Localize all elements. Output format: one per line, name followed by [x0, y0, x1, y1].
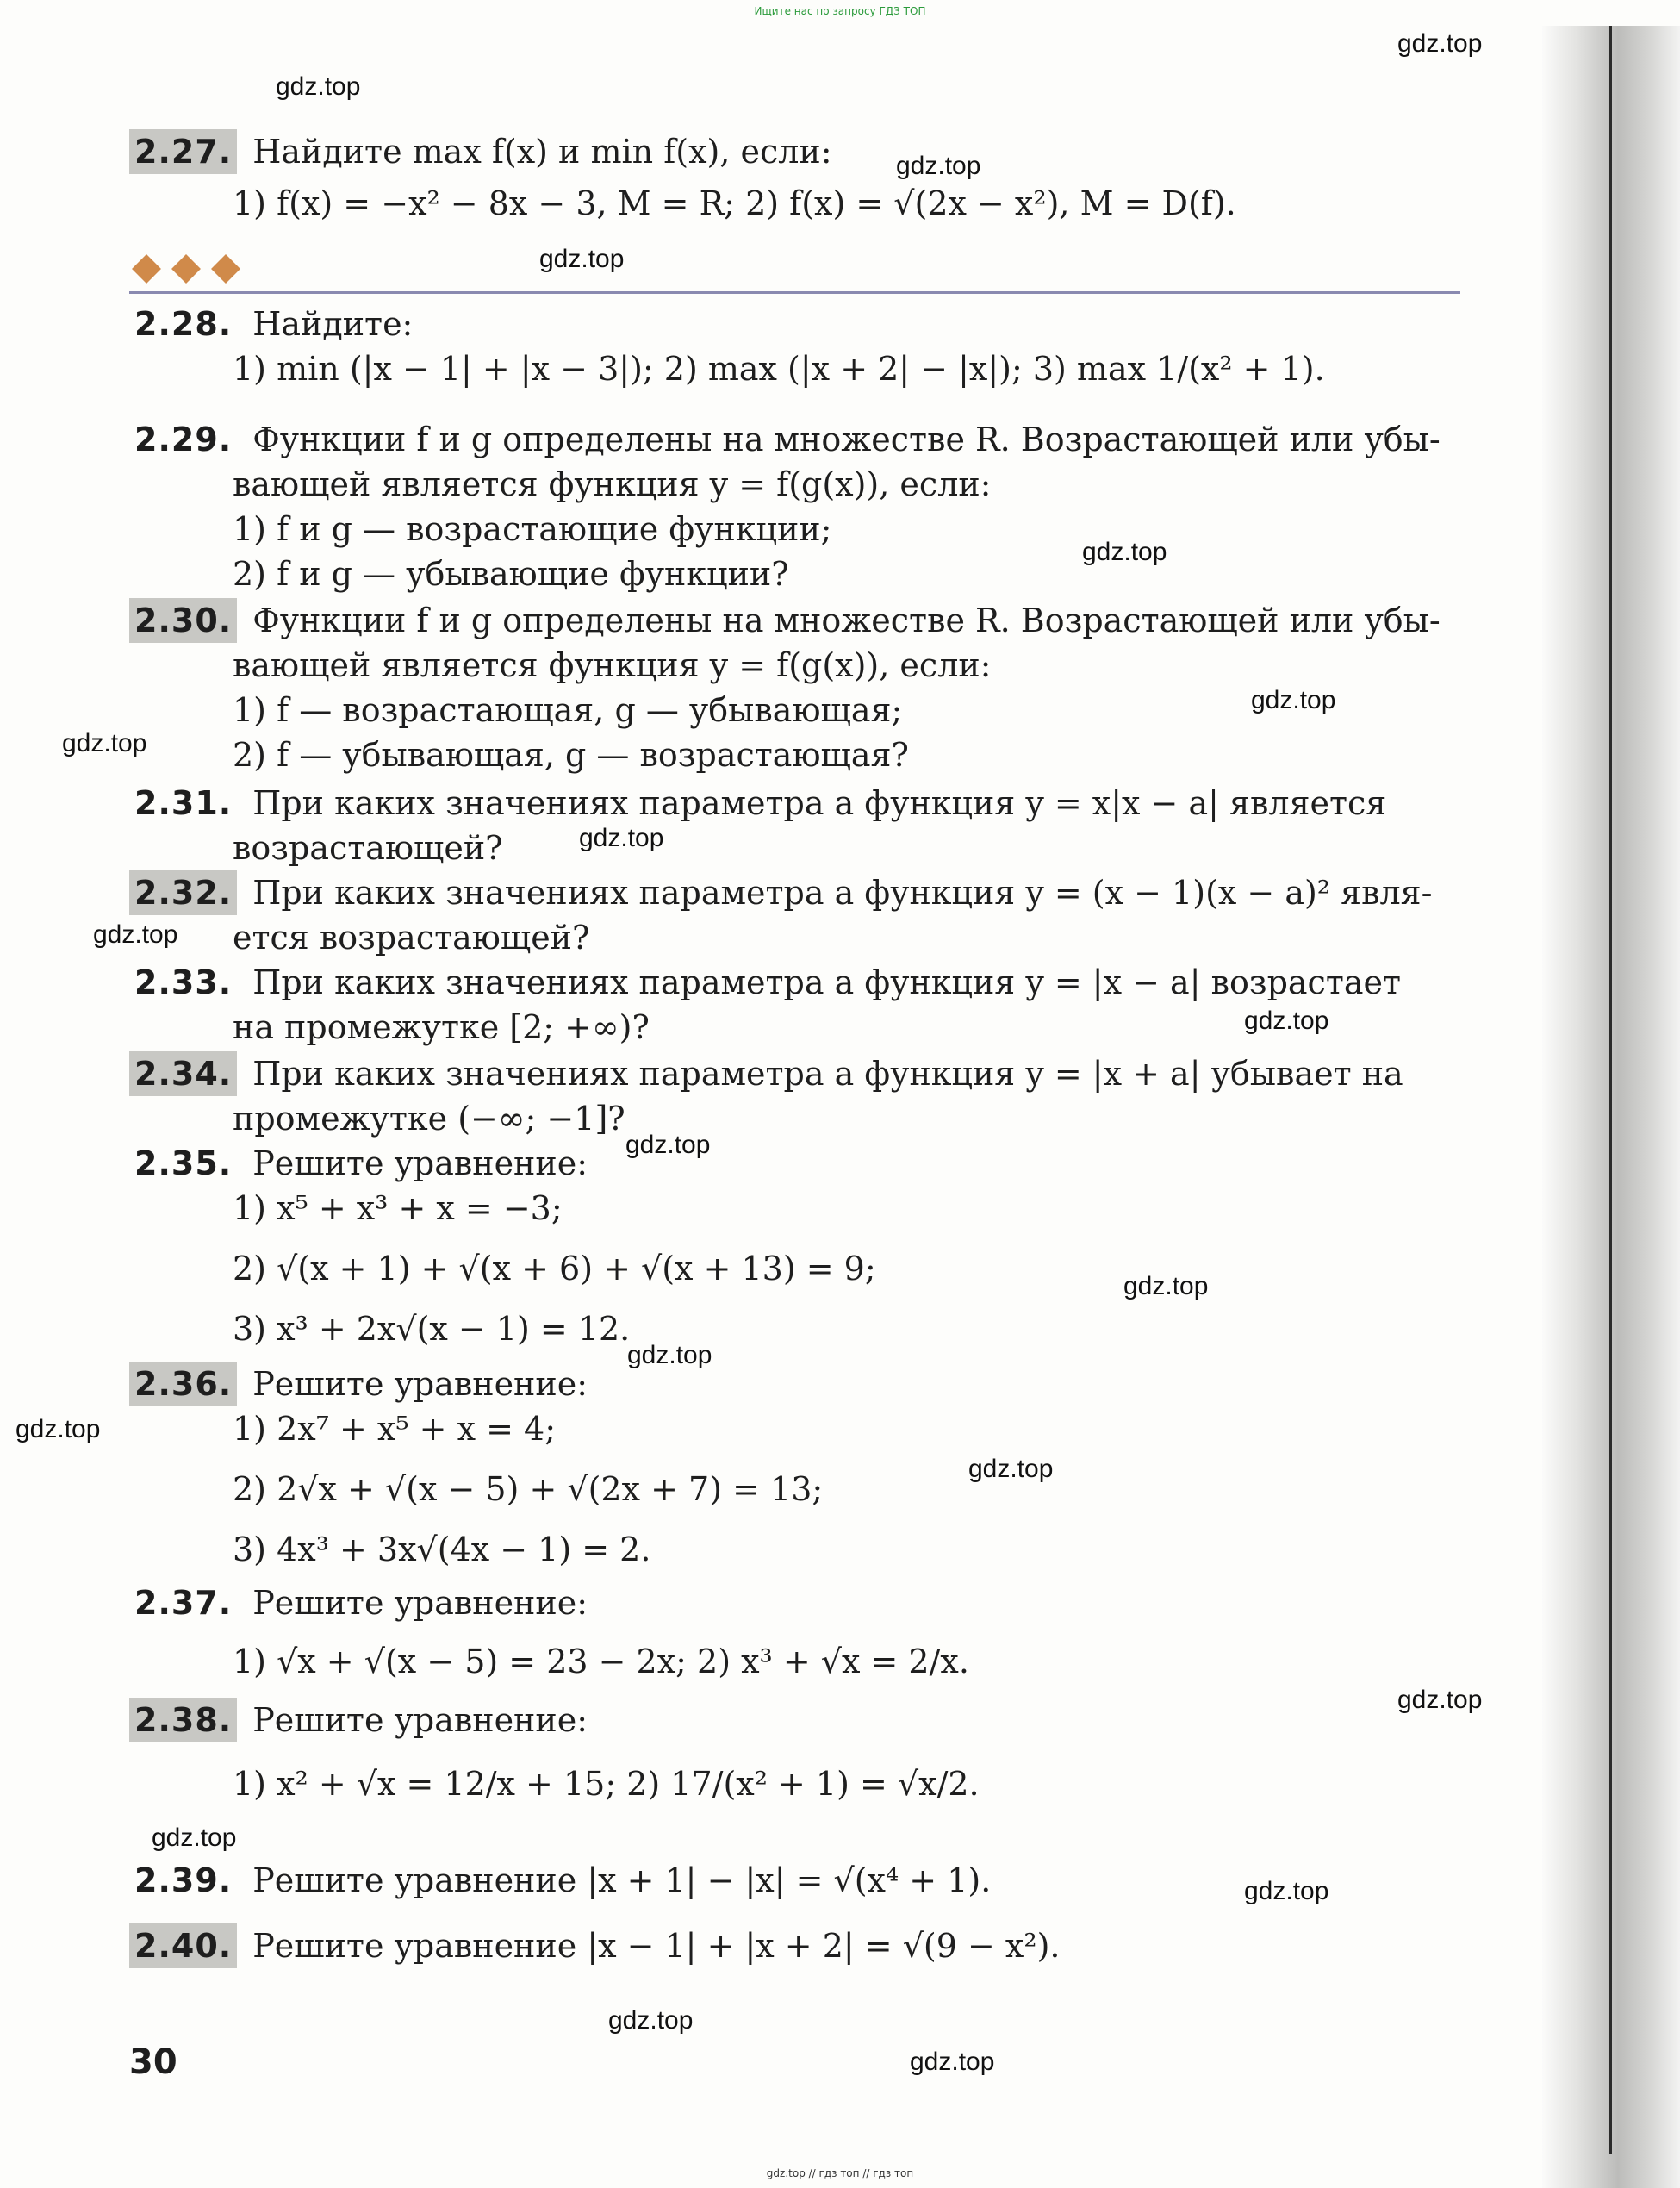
problem-subitem: 2) 2√x + √(x − 5) + √(2x + 7) = 13;	[233, 1470, 824, 1508]
problem-number: 2.36.	[129, 1362, 237, 1406]
problem-text: При каких значениях параметра a функция y = x|x − a| является	[252, 784, 1387, 822]
problem-text: Найдите:	[252, 305, 414, 343]
watermark: gdz.top	[1251, 686, 1336, 714]
problem-subitems: 1) min (|x − 1| + |x − 3|); 2) max (|x + 2| − |x|); 3) max 1/(x² + 1).	[233, 350, 1325, 388]
problem-text: промежутке (−∞; −1]?	[233, 1100, 625, 1138]
problem-2-28	[129, 302, 1473, 391]
bottom-banner[interactable]: gdz.top // гдз топ // гдз топ	[766, 2167, 914, 2179]
problem-text: При каких значениях параметра a функция y = (x − 1)(x − a)² явля-	[252, 874, 1433, 912]
problem-text: возрастающей?	[233, 829, 503, 867]
problem-2-33	[129, 960, 1473, 1050]
problem-subitems: 1) √x + √(x − 5) = 23 − 2x; 2) x³ + √x = 2/x.	[233, 1643, 969, 1680]
watermark: gdz.top	[896, 152, 981, 180]
book-spine-line	[1609, 26, 1612, 2154]
problem-text: При каких значениях параметра a функция y = |x − a| возрастает	[252, 963, 1402, 1001]
problem-2-38	[129, 1698, 1473, 1806]
problem-text: вающей является функция y = f(g(x)), если:	[233, 465, 992, 503]
problem-text: ется возрастающей?	[233, 919, 590, 957]
problem-2-31	[129, 781, 1473, 870]
problem-subitem: 1) f — возрастающая, g — убывающая;	[233, 691, 903, 729]
problem-number: 2.39.	[134, 1861, 233, 1899]
watermark: gdz.top	[627, 1341, 712, 1369]
watermark: gdz.top	[62, 729, 147, 757]
problem-2-40	[129, 1923, 1473, 1968]
problem-text: Решите уравнение:	[252, 1584, 588, 1622]
top-banner[interactable]: Ищите нас по запросу ГДЗ ТОП	[754, 5, 926, 17]
problem-number: 2.35.	[134, 1144, 233, 1182]
problem-number: 2.31.	[134, 784, 233, 822]
problem-2-29	[129, 417, 1473, 596]
problem-2-32	[129, 870, 1473, 960]
problem-text: Решите уравнение:	[252, 1365, 588, 1403]
watermark: gdz.top	[1082, 538, 1167, 566]
section-divider	[129, 291, 1460, 294]
problem-text: Решите уравнение |x − 1| + |x + 2| = √(9 − x²).	[252, 1927, 1061, 1965]
problem-subitems: 1) x² + √x = 12/x + 15; 2) 17/(x² + 1) = √x/2.	[233, 1765, 980, 1803]
problem-2-34	[129, 1051, 1473, 1141]
problem-text: Найдите max f(x) и min f(x), если:	[252, 133, 832, 171]
problem-number: 2.34.	[129, 1051, 237, 1096]
problem-subitem: 3) 4x³ + 3x√(4x − 1) = 2.	[233, 1530, 651, 1568]
problem-2-37	[129, 1580, 1473, 1684]
problem-number: 2.30.	[129, 598, 237, 643]
problem-number: 2.28.	[134, 305, 233, 343]
watermark: gdz.top	[608, 2006, 694, 2035]
problem-text: на промежутке [2; +∞)?	[233, 1008, 650, 1046]
problem-subitem: 3) x³ + 2x√(x − 1) = 12.	[233, 1310, 631, 1348]
problem-2-39	[129, 1858, 1473, 1903]
problem-text: Функции f и g определены на множестве R. Возрастающей или убы-	[252, 421, 1440, 458]
watermark: gdz.top	[1244, 1877, 1329, 1905]
problem-text: Решите уравнение |x + 1| − |x| = √(x⁴ + 1).	[252, 1861, 992, 1899]
problem-number: 2.29.	[134, 421, 233, 458]
diamond-icon	[171, 254, 201, 284]
problem-text: Решите уравнение:	[252, 1144, 588, 1182]
problem-subitem: 2) f — убывающая, g — возрастающая?	[233, 736, 909, 774]
watermark: gdz.top	[539, 245, 625, 273]
problem-subitem: 2) √(x + 1) + √(x + 6) + √(x + 13) = 9;	[233, 1250, 876, 1287]
watermark: gdz.top	[93, 920, 178, 949]
watermark: gdz.top	[152, 1823, 237, 1852]
problem-2-35	[129, 1141, 1473, 1351]
problem-number: 2.33.	[134, 963, 233, 1001]
problem-subitem: 1) 2x⁷ + x⁵ + x = 4;	[233, 1410, 556, 1448]
problem-number: 2.27.	[129, 129, 237, 174]
watermark: gdz.top	[1244, 1007, 1329, 1035]
problem-subitems: 1) f(x) = −x² − 8x − 3, M = R; 2) f(x) = √(2x − x²), M = D(f).	[233, 184, 1236, 222]
problem-subitem: 2) f и g — убывающие функции?	[233, 555, 789, 593]
problem-text: вающей является функция y = f(g(x)), если:	[233, 646, 992, 684]
watermark: gdz.top	[968, 1455, 1054, 1483]
problem-text: При каких значениях параметра a функция y = |x + a| убывает на	[252, 1055, 1403, 1093]
watermark: gdz.top	[910, 2048, 995, 2076]
watermark: gdz.top	[1397, 29, 1483, 58]
problem-text: Решите уравнение:	[252, 1701, 588, 1739]
watermark: gdz.top	[1397, 1686, 1483, 1714]
problem-text: Функции f и g определены на множестве R. Возрастающей или убы-	[252, 602, 1440, 639]
problem-number: 2.32.	[129, 870, 237, 915]
problem-number: 2.38.	[129, 1698, 237, 1742]
difficulty-marker	[136, 259, 255, 283]
diamond-icon	[132, 254, 161, 284]
watermark: gdz.top	[16, 1415, 101, 1443]
diamond-icon	[211, 254, 240, 284]
problem-2-36	[129, 1362, 1473, 1572]
problem-2-27	[129, 129, 1473, 226]
problem-number: 2.40.	[129, 1923, 237, 1968]
watermark: gdz.top	[579, 824, 664, 852]
watermark: gdz.top	[276, 72, 361, 101]
watermark: gdz.top	[1123, 1272, 1209, 1300]
problem-subitem: 1) x⁵ + x³ + x = −3;	[233, 1189, 563, 1227]
problem-subitem: 1) f и g — возрастающие функции;	[233, 510, 832, 548]
page-number: 30	[129, 2042, 177, 2082]
problem-number: 2.37.	[134, 1584, 233, 1622]
watermark: gdz.top	[625, 1131, 711, 1159]
problem-2-30	[129, 598, 1473, 777]
